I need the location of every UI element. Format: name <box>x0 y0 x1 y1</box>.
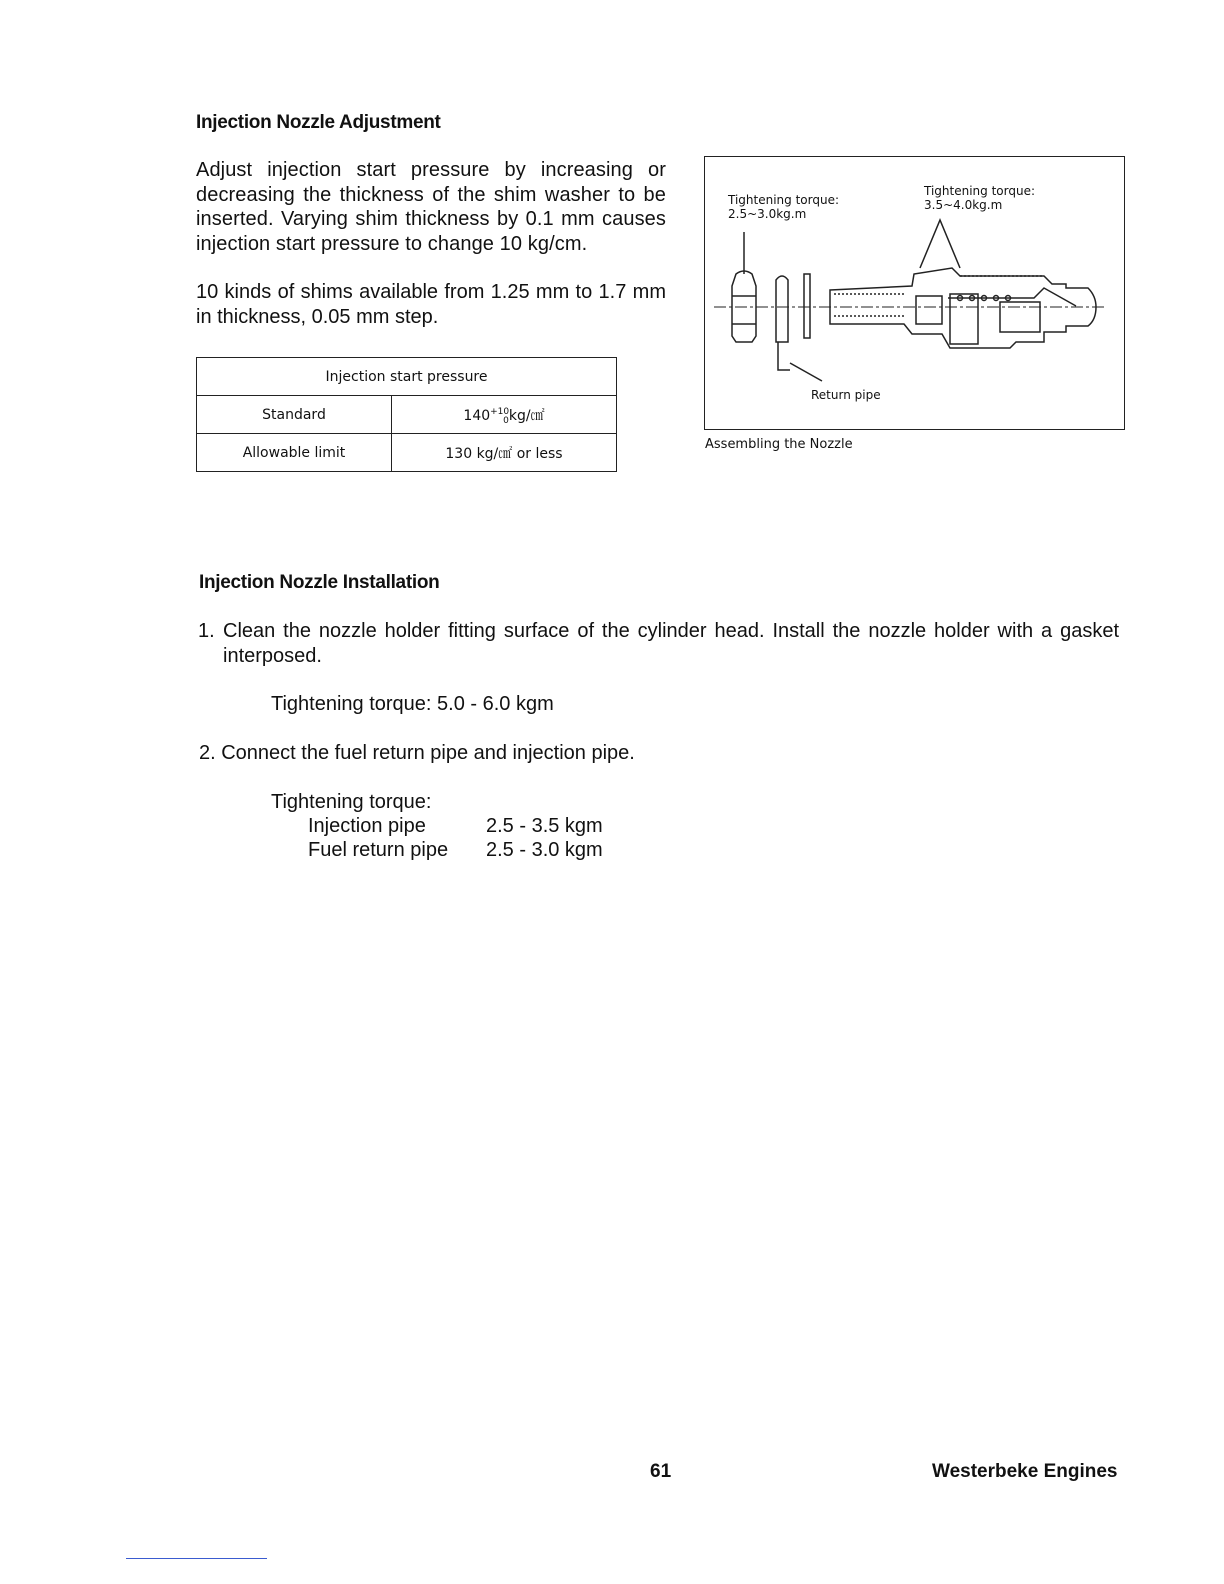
left-torque-value: 2.5~3.0kg.m <box>728 207 807 221</box>
injection-pressure-table <box>196 357 617 472</box>
torque-item-injection-pipe: Injection pipe <box>308 815 426 837</box>
nozzle-assembly-drawing <box>704 156 1124 428</box>
adjustment-paragraph-1: Adjust injection start pressure by increasing or decreasing the thickness of the shim washer to be inserted. Varying shim thickness by 0.1 mm causes injection start pressure to change 10 kg/cm. <box>196 159 666 255</box>
table-header: Injection start pressure <box>197 358 617 396</box>
torque-value-injection-pipe: 2.5 - 3.5 kgm <box>486 815 603 837</box>
row-value-allowable: 130 kg/㎠ or less <box>392 434 617 472</box>
gasket-shape <box>776 276 790 370</box>
shim-washer-shape <box>804 274 810 338</box>
nozzle-body-shape <box>830 268 1096 348</box>
section-heading-adjustment: Injection Nozzle Adjustment <box>196 112 441 133</box>
adjustment-paragraph-2: 10 kinds of shims available from 1.25 mm to 1.7 mm in thickness, 0.05 mm step. <box>196 281 666 328</box>
page-number: 61 <box>650 1461 672 1482</box>
standard-unit: kg/㎠ <box>508 407 545 424</box>
standard-base-value: 140 <box>463 407 491 424</box>
step-2-torque-label: Tightening torque: <box>271 791 432 813</box>
right-torque-label: Tightening torque: <box>924 184 1035 198</box>
right-torque-leader <box>920 220 960 268</box>
standard-plus-tolerance: +10 <box>490 406 510 417</box>
left-torque-label: Tightening torque: <box>728 193 839 207</box>
right-torque-value: 3.5~4.0kg.m <box>924 198 1003 212</box>
publisher-name: Westerbeke Engines <box>932 1461 1118 1482</box>
figure-caption: Assembling the Nozzle <box>705 437 853 452</box>
step-1-text: Clean the nozzle holder fitting surface of the cylinder head. Install the nozzle holder with a gasket interposed. <box>223 620 1119 667</box>
table-row <box>197 434 617 472</box>
table-row <box>197 396 617 434</box>
row-value-standard <box>392 396 617 434</box>
torque-value-fuel-return-pipe: 2.5 - 3.0 kgm <box>486 839 603 861</box>
step-1-torque: Tightening torque: 5.0 - 6.0 kgm <box>271 693 554 715</box>
section-heading-installation: Injection Nozzle Installation <box>199 572 440 593</box>
step-2-text: 2. Connect the fuel return pipe and injection pipe. <box>199 742 635 764</box>
standard-minus-tolerance: 0 <box>503 415 509 426</box>
bottom-divider <box>126 1558 267 1559</box>
torque-item-fuel-return-pipe: Fuel return pipe <box>308 839 449 861</box>
return-pipe-leader <box>790 363 822 381</box>
return-pipe-label: Return pipe <box>811 388 881 402</box>
row-label-allowable: Allowable limit <box>197 434 392 472</box>
step-1-number: 1. <box>198 620 215 642</box>
row-label-standard: Standard <box>197 396 392 434</box>
